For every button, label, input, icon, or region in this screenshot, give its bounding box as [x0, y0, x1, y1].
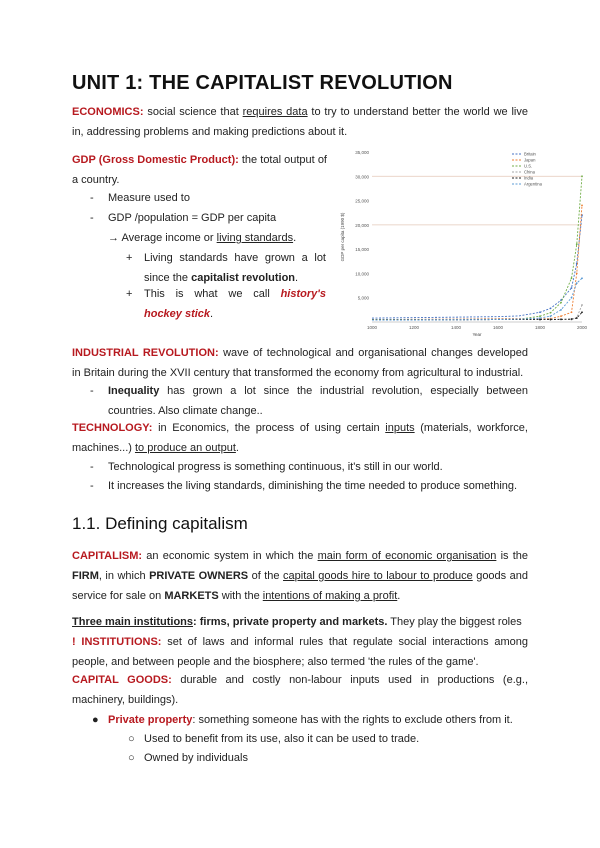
gdp-arrow-line: → Average income or living standards.: [108, 232, 297, 244]
institutions-block: Three main institutions: firms, private property and markets. They play the biggest roles ! INSTITUTIONS: set of laws and informal rules that regulate social interactions among people, and between people and the biosphere; also termed 'the rules of the game'.: [72, 616, 528, 668]
y-axis-label: GDP per capita (1990 $): [340, 212, 345, 262]
circle-bullet: ○: [128, 733, 135, 745]
data-point: [571, 287, 573, 289]
data-point: [581, 277, 583, 279]
x-tick-label: 1400: [450, 325, 462, 330]
capital-goods-definition: CAPITAL GOODS: durable and costly non-labour inputs used in productions (e.g., machinery, buildings).: [72, 674, 528, 706]
data-point: [539, 315, 541, 317]
legend-label: Japan: [524, 157, 536, 163]
data-point: [560, 315, 562, 317]
bullet-dot: ●: [92, 714, 99, 726]
y-tick-label: 5,000: [357, 295, 369, 301]
data-point: [576, 243, 578, 245]
private-property-sub-2: Owned by individuals: [144, 752, 248, 764]
capitalism-definition: CAPITALISM: an economic system in which the main form of economic organisation is the FIRM, in which PRIVATE OWNERS of the capital goods hire to labour to produce goods and service for sale on MARKETS with the intentions of making a profit.: [72, 550, 529, 602]
legend-label: U.S.: [524, 163, 533, 169]
data-point: [571, 311, 573, 313]
capital-goods-term: CAPITAL GOODS:: [72, 674, 172, 686]
gdp-per-capita-chart: [336, 144, 592, 336]
x-axis-label: Year: [472, 332, 482, 336]
legend-label: Britain: [524, 151, 536, 157]
inequality-bullet: Inequality has grown a lot since the industrial revolution, especially between countries. Also climate change..: [108, 385, 528, 417]
technology-bullet-1: Technological progress is something continuous, it's still in our world.: [108, 461, 443, 473]
gdp-subpoint-2: This is what we call history's hockey stick.: [144, 288, 326, 320]
data-point: [550, 308, 552, 310]
data-point: [576, 282, 578, 284]
data-point: [550, 312, 552, 314]
technology-definition: TECHNOLOGY: in Economics, the process of using certain inputs (materials, workforce, machines...) to produce an output.: [72, 422, 528, 454]
y-tick-label: 35,000: [355, 150, 369, 155]
page-title: UNIT 1: THE CAPITALIST REVOLUTION: [72, 72, 453, 94]
data-point: [571, 297, 573, 299]
data-point: [560, 302, 562, 304]
circle-bullet: ○: [128, 752, 135, 764]
x-tick-label: 1200: [408, 325, 420, 330]
institutions-term: ! INSTITUTIONS:: [72, 636, 162, 648]
y-tick-label: 20,000: [355, 222, 369, 228]
gdp-definition: GDP (Gross Domestic Product): the total output of a country.: [72, 154, 327, 186]
data-point: [576, 273, 578, 275]
data-point: [576, 317, 578, 319]
x-tick-label: 1600: [492, 325, 504, 330]
series-line-japan: [372, 205, 582, 319]
x-tick-label: 2000: [576, 325, 588, 330]
y-tick-label: 30,000: [355, 174, 369, 180]
data-point: [581, 175, 583, 177]
data-point: [571, 277, 573, 279]
gdp-bullet-2: -: [90, 212, 94, 224]
gdp-bullet-1: -: [90, 192, 94, 204]
series-line-us: [372, 176, 582, 319]
legend-label: Argentina: [524, 181, 542, 187]
private-property-item: Private property: something someone has with the rights to exclude others from it.: [108, 714, 513, 726]
data-point: [550, 319, 552, 321]
section-heading: 1.1. Defining capitalism: [72, 514, 248, 533]
gdp-term: GDP (Gross Domestic Product):: [72, 154, 239, 166]
technology-term: TECHNOLOGY:: [72, 422, 153, 434]
industrial-term: INDUSTRIAL REVOLUTION:: [72, 347, 219, 359]
data-point: [581, 304, 583, 306]
data-point: [581, 311, 583, 313]
gdp-plus-1: +: [126, 252, 133, 264]
y-tick-label: 25,000: [355, 198, 369, 204]
data-point: [539, 317, 541, 319]
private-property-sub-1: Used to benefit from its use, also it can be used to trade.: [144, 733, 420, 745]
economics-term: ECONOMICS:: [72, 106, 144, 118]
legend-label: China: [524, 169, 535, 175]
technology-bullet-2: It increases the living standards, diminishing the time needed to produce something.: [108, 480, 518, 492]
data-point: [560, 318, 562, 320]
gdp-subpoint-1: Living standards have grown a lot since the capitalist revolution.: [144, 252, 326, 284]
x-tick-label: 1000: [366, 325, 378, 330]
y-tick-label: 15,000: [355, 247, 369, 253]
series-line-britain: [372, 215, 582, 318]
series-line-argentina: [372, 278, 582, 320]
legend-label: India: [524, 175, 534, 181]
data-point: [550, 315, 552, 317]
gdp-plus-2: +: [126, 288, 133, 300]
data-point: [560, 309, 562, 311]
document-page: UNIT 1: THE CAPITALIST REVOLUTION ECONOMICS: social science that requires data to try to understand better the world we live in, addressing problems and making predictions about it. GDP (Gross Domestic Product): the total output of a country. - Measure used to - GDP /population = GDP per capita → Average income or living standards. + Living standards have grown a lot since the capitalist revolution. + This is what we call history's hockey stick. 35,000 30,000 25,000 20,000 15,000 10,000 5,000 1000 1200 1400 1600 1800 2000 Year GDP per capita (1990 $) Britain Japan U.S. China India Argentina INDUSTRIAL REVOLUTION: wave of technological and organisational changes developed in Britain during the XVII century that transformed the economy from agricultural to industrial. - Inequality has grown a lot since the industrial revolution, especially between countries. Also climate change.. TECHNOLOGY: in Economics, the process of using certain inputs (materials, workforce, machines...) to produce an output. - Technological progress is something continuous, it's still in our world. - It increases the living standards, diminishing the time needed to produce something. 1.1. Defining capitalism CAPITALISM: an economic system in which the main form of economic organisation is the FIRM, in which PRIVATE OWNERS of the capital goods hire to labour to produce goods and service for sale on MARKETS with the intentions of making a profit. Three main institutions: firms, private property and markets. They play the biggest roles ! INSTITUTIONS: set of laws and informal rules that regulate social interactions among people, and between people and the biosphere; also termed 'the rules of the game'. CAPITAL GOODS: durable and costly non-labour inputs used in productions (e.g., machinery, buildings). ● Private property: something someone has with the rights to exclude others from it. ○ Used to benefit from its use, also it can be used to trade. ○ Owned by individuals: [0, 0, 600, 848]
x-tick-label: 1800: [534, 325, 546, 330]
data-point: [539, 311, 541, 313]
data-point: [581, 205, 583, 207]
capitalism-term: CAPITALISM:: [72, 550, 143, 562]
industrial-revolution-definition: INDUSTRIAL REVOLUTION: wave of technological and organisational changes developed in Britain during the XVII century that transformed the economy from agricultural to industrial.: [72, 347, 528, 379]
economics-definition: ECONOMICS: social science that requires data to try to understand better the world we live in, addressing problems and making predictions about it.: [72, 106, 528, 138]
y-tick-label: 10,000: [355, 271, 369, 277]
data-point: [571, 318, 573, 320]
